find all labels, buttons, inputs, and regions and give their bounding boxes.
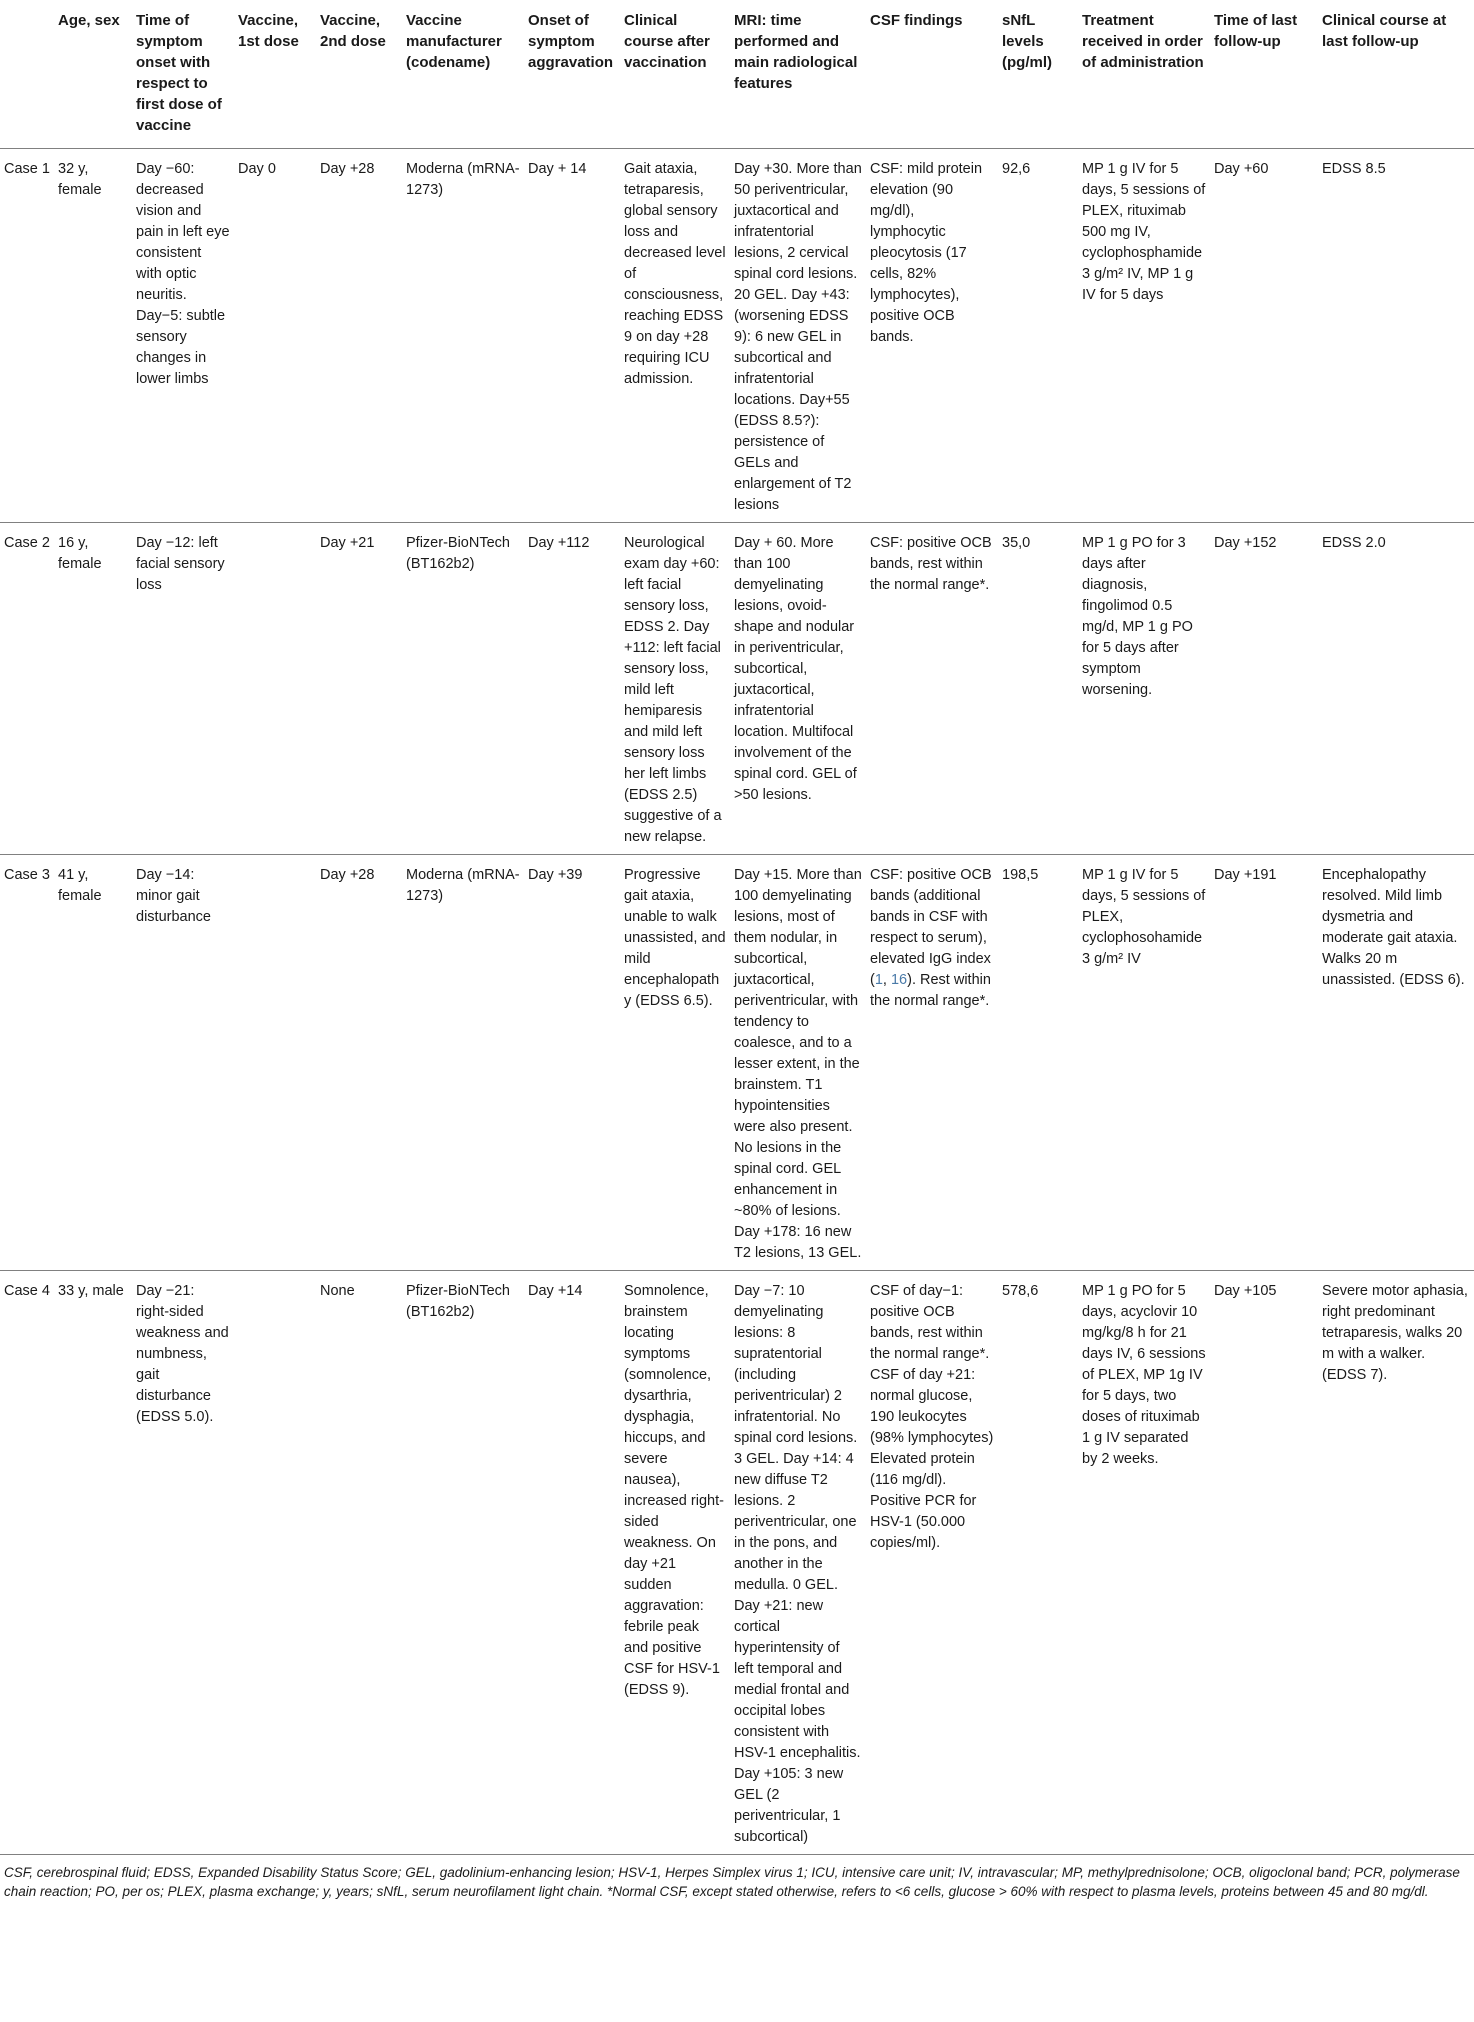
onset-cell: Day −60: decreased vision and pain in left eye consistent with optic neuritis. Day−5: subtle sensory changes in lower limbs bbox=[136, 161, 230, 387]
treatment-cell: MP 1 g PO for 3 days after diagnosis, fingolimod 0.5 mg/d, MP 1 g PO for 5 days after symptom worsening. bbox=[1082, 535, 1193, 698]
table-row bbox=[0, 855, 1474, 1271]
csf-cell: CSF of day−1: positive OCB bands, rest within the normal range*. CSF of day +21: normal glucose, 190 leukocytes (98% lymphocytes) Elevated protein (116 mg/dl). Positive PCR for HSV-1 (50.000 copies/ml). bbox=[870, 1283, 994, 1551]
csf-cell bbox=[866, 855, 998, 1271]
citation-link[interactable]: 1 bbox=[874, 972, 883, 988]
snfl-cell: 198,5 bbox=[1002, 867, 1039, 883]
case-label: Case 2 bbox=[4, 535, 50, 551]
header-cell: Vaccine manufacturer (codename) bbox=[406, 12, 502, 71]
csf-text: ). Rest within the normal range*. bbox=[870, 972, 991, 1009]
last-course-cell: EDSS 2.0 bbox=[1322, 535, 1386, 551]
snfl-cell: 578,6 bbox=[1002, 1283, 1039, 1299]
case-label: Case 3 bbox=[4, 867, 50, 883]
snfl-cell: 35,0 bbox=[1002, 535, 1031, 551]
mri-cell: Day −7: 10 demyelinating lesions: 8 supratentorial (including periventricular) 2 infratentorial. No spinal cord lesions. 3 GEL. Day +14: 4 new diffuse T2 lesions. 2 periventricular, one in the pons, and another in the medulla. 0 GEL. Day +21: new cortical hyperintensity of left temporal and medial frontal and occipital lobes consistent with HSV-1 encephalitis. Day +105: 3 new GEL (2 periventricular, 1 subcortical) bbox=[734, 1283, 861, 1845]
dose2-cell: None bbox=[320, 1283, 355, 1299]
header-cell: Treatment received in order of administration bbox=[1082, 12, 1204, 71]
clinical-course-cell: Gait ataxia, tetraparesis, global sensory loss and decreased level of consciousness, reaching EDSS 9 on day +28 requiring ICU admission. bbox=[624, 161, 726, 387]
clinical-cases-table bbox=[0, 10, 1474, 1855]
aggravation-cell: Day +14 bbox=[528, 1283, 583, 1299]
header-cell: Vaccine, 1st dose bbox=[238, 12, 299, 50]
age-sex-cell: 16 y, female bbox=[58, 535, 102, 572]
manufacturer-cell: Moderna (mRNA-1273) bbox=[406, 161, 520, 198]
table-header-row bbox=[0, 10, 1474, 149]
dose1-cell bbox=[234, 523, 316, 855]
snfl-cell: 92,6 bbox=[1002, 161, 1031, 177]
age-sex-cell: 33 y, male bbox=[58, 1283, 124, 1299]
citation-link[interactable]: 16 bbox=[890, 972, 908, 988]
followup-cell: Day +105 bbox=[1214, 1283, 1277, 1299]
csf-cell: CSF: mild protein elevation (90 mg/dl), lymphocytic pleocytosis (17 cells, 82% lymphocytes), positive OCB bands. bbox=[870, 161, 983, 345]
age-sex-cell: 32 y, female bbox=[58, 161, 102, 198]
csf-separator: , bbox=[882, 972, 891, 988]
followup-cell: Day +60 bbox=[1214, 161, 1269, 177]
clinical-course-cell: Somnolence, brainstem locating symptoms (somnolence, dysarthria, dysphagia, hiccups, and severe nausea), increased right-sided weakness. On day +21 sudden aggravation: febrile peak and positive CSF for HSV-1 (EDSS 9). bbox=[624, 1283, 724, 1698]
age-sex-cell: 41 y, female bbox=[58, 867, 102, 904]
dose1-cell bbox=[234, 1271, 316, 1855]
onset-cell: Day −21: right-sided weakness and numbness, gait disturbance (EDSS 5.0). bbox=[136, 1283, 229, 1425]
dose1-cell: Day 0 bbox=[238, 161, 276, 177]
followup-cell: Day +152 bbox=[1214, 535, 1277, 551]
header-cell: MRI: time performed and main radiological features bbox=[734, 12, 858, 92]
header-cell: Time of symptom onset with respect to first dose of vaccine bbox=[136, 12, 222, 134]
header-cell: Clinical course after vaccination bbox=[624, 12, 710, 71]
aggravation-cell: Day +112 bbox=[528, 535, 590, 551]
case-label: Case 4 bbox=[4, 1283, 50, 1299]
dose2-cell: Day +28 bbox=[320, 867, 375, 883]
last-course-cell: Severe motor aphasia, right predominant tetraparesis, walks 20 m with a walker. (EDSS 7). bbox=[1322, 1283, 1468, 1383]
manufacturer-cell: Pfizer-BioNTech (BT162b2) bbox=[406, 1283, 510, 1320]
csf-text: CSF: positive OCB bands (additional bands in CSF with respect to serum), elevated IgG index ( bbox=[870, 867, 992, 988]
table-row bbox=[0, 523, 1474, 855]
table-footnote: CSF, cerebrospinal fluid; EDSS, Expanded Disability Status Score; GEL, gadolinium-enhancing lesion; HSV-1, Herpes Simplex virus 1; ICU, intensive care unit; IV, intravascular; MP, methylprednisolone; OCB, oligoclonal band; PCR, polymerase chain reaction; PO, per os; PLEX, plasma exchange; y, years; sNfL, serum neurofilament light chain. *Normal CSF, except stated otherwise, refers to <6 cells, glucose > 60% with respect to plasma levels, proteins between 45 and 80 mg/dl. bbox=[4, 1865, 1460, 1899]
header-cell: Time of last follow-up bbox=[1214, 12, 1298, 50]
aggravation-cell: Day +39 bbox=[528, 867, 583, 883]
manufacturer-cell: Pfizer-BioNTech (BT162b2) bbox=[406, 535, 510, 572]
last-course-cell: EDSS 8.5 bbox=[1322, 161, 1386, 177]
followup-cell: Day +191 bbox=[1214, 867, 1277, 883]
mri-cell: Day +15. More than 100 demyelinating lesions, most of them nodular, in subcortical, juxtacortical, periventricular, with tendency to coalesce, and to a lesser extent, in the brainstem. T1 hypointensities were also present. No lesions in the spinal cord. GEL enhancement in ~80% of lesions. Day +178: 16 new T2 lesions, 13 GEL. bbox=[734, 867, 862, 1261]
dose1-cell bbox=[234, 855, 316, 1271]
clinical-course-cell: Neurological exam day +60: left facial sensory loss, EDSS 2. Day +112: left facial sensory loss, mild left hemiparesis and mild left sensory loss her left limbs (EDSS 2.5) suggestive of a new relapse. bbox=[624, 535, 722, 845]
clinical-course-cell: Progressive gait ataxia, unable to walk unassisted, and mild encephalopathy (EDSS 6.5). bbox=[624, 867, 726, 1009]
header-cell: CSF findings bbox=[870, 12, 963, 29]
treatment-cell: MP 1 g IV for 5 days, 5 sessions of PLEX, cyclophosohamide 3 g/m² IV bbox=[1082, 867, 1206, 967]
table-row bbox=[0, 149, 1474, 523]
aggravation-cell: Day + 14 bbox=[528, 161, 587, 177]
header-cell bbox=[0, 10, 54, 149]
table-row bbox=[0, 1271, 1474, 1855]
case-label: Case 1 bbox=[4, 161, 50, 177]
manufacturer-cell: Moderna (mRNA-1273) bbox=[406, 867, 520, 904]
dose2-cell: Day +28 bbox=[320, 161, 375, 177]
treatment-cell: MP 1 g IV for 5 days, 5 sessions of PLEX, rituximab 500 mg IV, cyclophosphamide 3 g/m² IV, MP 1 g IV for 5 days bbox=[1082, 161, 1206, 303]
header-cell: sNfL levels (pg/ml) bbox=[1002, 12, 1052, 71]
header-cell: Clinical course at last follow-up bbox=[1322, 12, 1447, 50]
treatment-cell: MP 1 g PO for 5 days, acyclovir 10 mg/kg/8 h for 21 days IV, 6 sessions of PLEX, MP 1g IV for 5 days, two doses of rituximab 1 g IV separated by 2 weeks. bbox=[1082, 1283, 1206, 1467]
mri-cell: Day + 60. More than 100 demyelinating lesions, ovoid-shape and nodular in periventricular, subcortical, juxtacortical, infratentorial location. Multifocal involvement of the spinal cord. GEL of >50 lesions. bbox=[734, 535, 857, 803]
onset-cell: Day −14: minor gait disturbance bbox=[136, 867, 211, 925]
last-course-cell: Encephalopathy resolved. Mild limb dysmetria and moderate gait ataxia. Walks 20 m unassisted. (EDSS 6). bbox=[1322, 867, 1465, 988]
header-cell: Vaccine, 2nd dose bbox=[320, 12, 386, 50]
header-cell: Onset of symptom aggravation bbox=[528, 12, 614, 71]
mri-cell: Day +30. More than 50 periventricular, juxtacortical and infratentorial lesions, 2 cervical spinal cord lesions. 20 GEL. Day +43: (worsening EDSS 9): 6 new GEL in subcortical and infratentorial locations. Day+55 (EDSS 8.5?): persistence of GELs and enlargement of T2 lesions bbox=[734, 161, 862, 513]
csf-cell: CSF: positive OCB bands, rest within the normal range*. bbox=[870, 535, 992, 593]
header-cell: Age, sex bbox=[58, 12, 120, 29]
dose2-cell: Day +21 bbox=[320, 535, 375, 551]
onset-cell: Day −12: left facial sensory loss bbox=[136, 535, 225, 593]
